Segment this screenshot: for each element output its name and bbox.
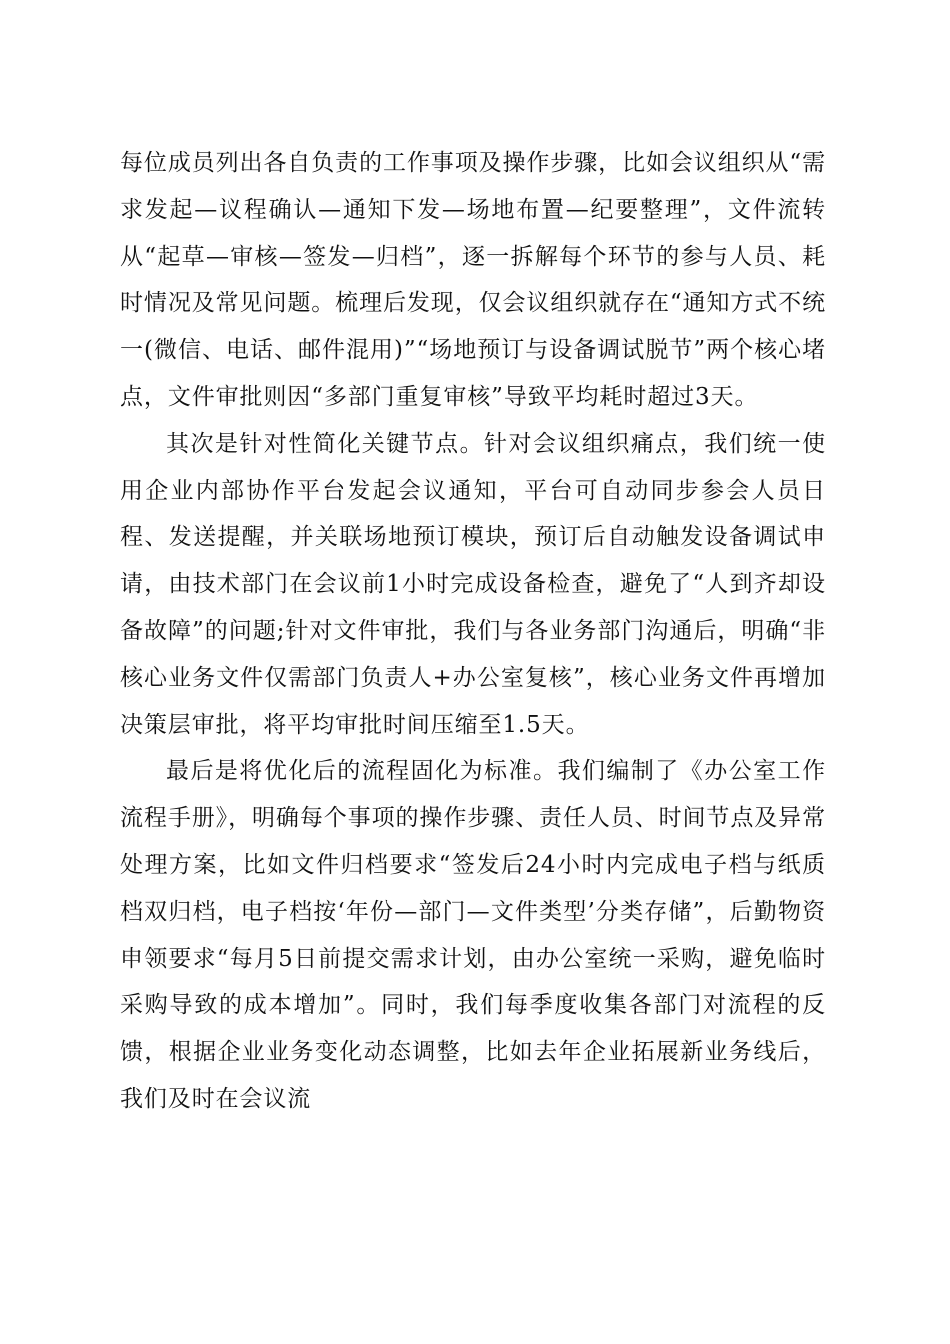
paragraph-simplify-nodes: 其次是针对性简化关键节点。针对会议组织痛点，我们统一使用企业内部协作平台发起会议通知，平台可自动同步参会人员日程、发送提醒，并关联场地预订模块，预订后自动触发设备调试申请，由技术部门在会议前1小时完成设备检查，避免了“人到齐却设备故障”的问题;针对文件审批，我们与各业务部门沟通后，明确“非核心业务文件仅需部门负责人+办公室复核”，核心业务文件再增加决策层审批，将平均审批时间压缩至1.5天。 [120,430,826,738]
paragraph-standardize-process: 最后是将优化后的流程固化为标准。我们编制了《办公室工作流程手册》，明确每个事项的操作步骤、责任人员、时间节点及异常处理方案，比如文件归档要求“签发后24小时内完成电子档与纸质档双归档，电子档按‘年份—部门—文件类型’分类存储”，后勤物资申领要求“每月5日前提交需求计划，由办公室统一采购，避免临时采购导致的成本增加”。同时，我们每季度收集各部门对流程的反馈，根据企业业务变化动态调整，比如去年企业拓展新业务线后，我们及时在会议流 [120,758,826,1112]
body-text [120,140,826,1123]
paragraph-continued: 每位成员列出各自负责的工作事项及操作步骤，比如会议组织从“需求发起—议程确认—通知下发—场地布置—纪要整理”，文件流转从“起草—审核—签发—归档”，逐一拆解每个环节的参与人员、耗时情况及常见问题。梳理后发现，仅会议组织就存在“通知方式不统一(微信、电话、邮件混用)”“场地预订与设备调试脱节”两个核心堵点，文件审批则因“多部门重复审核”导致平均耗时超过3天。 [120,150,826,410]
